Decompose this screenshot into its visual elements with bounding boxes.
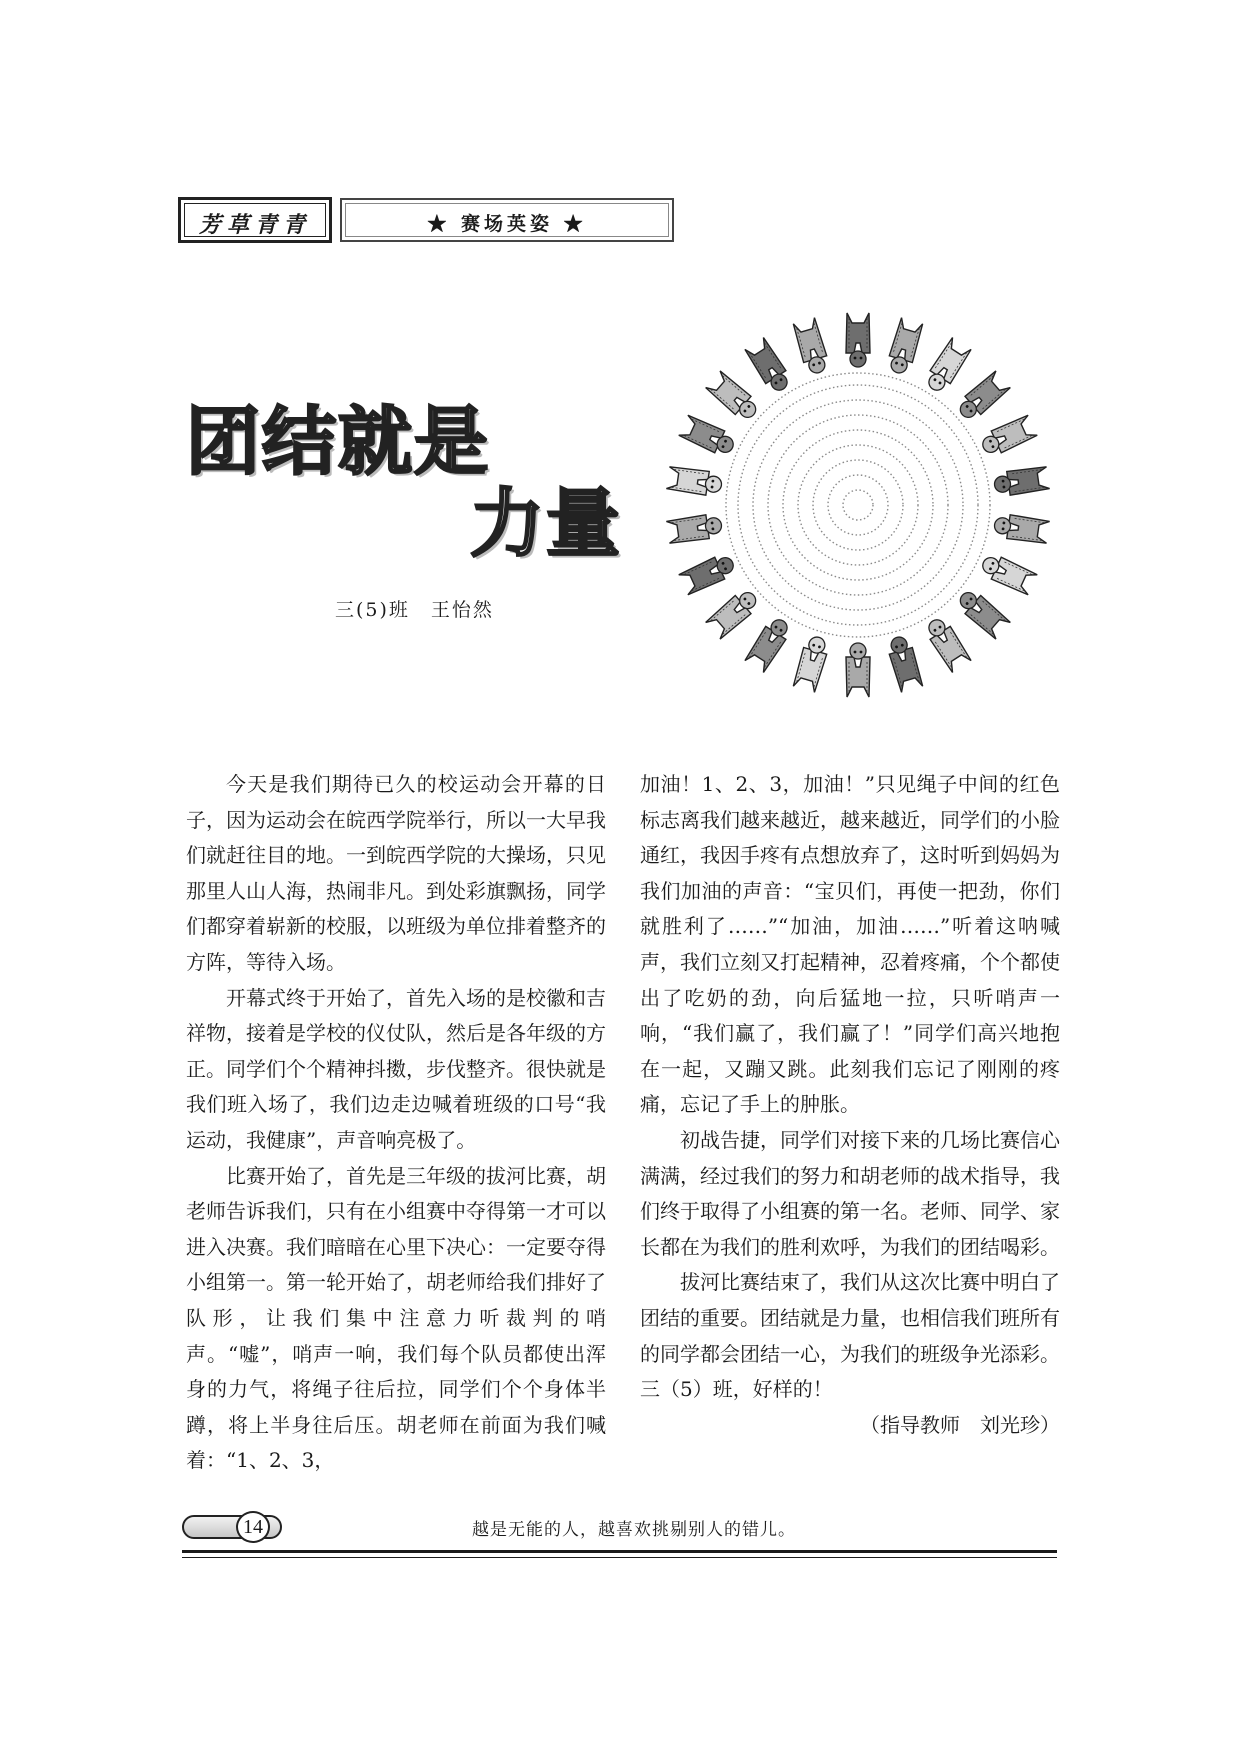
article-title-line-2: 力量 [470,481,622,567]
cartoon-figure [678,551,737,595]
cartoon-figure [792,634,830,693]
paragraph: 开幕式终于开始了，首先入场的是校徽和吉祥物，接着是学校的仪仗队，然后是各年级的方正。同学们个个精神抖擞，步伐整齐。很快就是我们班入场了，我们边走边喊着班级的口号“我运动，我健康”，声音响亮极了。 [186,985,606,1152]
cartoon-figure [923,615,972,673]
footer-rule [182,1550,1057,1553]
paragraph: 拔河比赛结束了，我们从这次比赛中明白了团结的重要。团结就是力量，也相信我们班所有的同学都会团结一心，为我们的班级争光添彩。三（5）班，好样的！ [640,1270,1060,1402]
cartoon-figure [666,466,723,497]
cartoon-figure [923,337,972,395]
article-title-line-1: 团结就是 [186,399,490,485]
cartoon-figure [993,513,1050,544]
page-number: 14 [236,1511,270,1543]
cartoon-figure [846,313,870,367]
left-column [186,767,606,1479]
section-label-box [340,198,674,242]
column-header [178,197,674,243]
cartoon-figure [792,317,830,376]
cartoon-figure [979,551,1038,595]
paragraph: 初战告捷，同学们对接下来的几场比赛信心满满，经过我们的努力和胡老师的战术指导，我们终于取得了小组赛的第一名。老师、同学、家长都在为我们的胜利欢呼，为我们的团结喝彩。 [640,1127,1060,1259]
column-name-box [178,197,332,243]
cartoon-figure [666,513,723,544]
cartoon-figure [705,586,762,640]
column-name: 芳草青青 [198,212,311,238]
right-column [640,767,1060,1443]
section-label: ★ 赛场英姿 ★ [427,213,587,235]
paragraph: 今天是我们期待已久的校运动会开幕的日子，因为运动会在皖西学院举行，所以一大早我们就赶往目的地。一到皖西学院的大操场，只见那里人山人海，热闹非凡。到处彩旗飘扬，同学们都穿着崭新的校服，以班级为单位排着整齐的方阵，等待入场。 [186,772,606,974]
figure-ring [666,313,1050,697]
paragraph: 比赛开始了，首先是三年级的拔河比赛，胡老师告诉我们，只有在小组赛中夺得第一才可以进入决赛。我们暗暗在心里下决心：一定要夺得小组第一。第一轮开始了，胡老师给我们排好了队形，让我们集中注意力听裁判的哨声。“嘘”，哨声一响，我们每个队员都使出浑身的力气，将绳子往后拉，同学们个个身体半蹲，将上半身往后压。胡老师在前面为我们喊着：“1、2、3， [186,1163,606,1473]
paragraph-continuation: 加油！1、2、3，加油！”只见绳子中间的红色标志离我们越来越近，越来越近，同学们的小脸通红，我因手疼有点想放弃了，这时听到妈妈为我们加油的声音：“宝贝们，再使一把劲，你们就胜利了……”“加油，加油……”听着这呐喊声，我们立刻又打起精神，忍着疼痛，个个都使出了吃奶的劲，向后猛地一拉，只听哨声一响，“我们赢了，我们赢了！”同学们高兴地抱在一起，又蹦又跳。此刻我们忘记了刚刚的疼痛，忘记了手上的肿胀。 [640,772,1060,1117]
cartoon-figure [954,586,1011,640]
cartoon-figure [846,643,870,697]
cartoon-figure [954,370,1011,424]
cartoon-figure [705,370,762,424]
cartoon-figure [885,634,923,693]
footer-motto: 越是无能的人，越喜欢挑剔别人的错儿。 [472,1520,796,1540]
teacher-signature: （指导教师 刘光珍） [860,1412,1060,1437]
cartoon-figure [678,414,737,458]
cartoon-figure [744,615,793,673]
author-byline: 三(5)班 王怡然 [335,599,494,621]
concentric-dotted-circles [726,373,990,637]
footer-rule-thin [182,1557,1057,1558]
cartoon-figure [993,466,1050,497]
cartoon-figure [979,414,1038,458]
ring-of-figures-illustration [663,310,1053,700]
cartoon-figure [744,337,793,395]
cartoon-figure [885,317,923,376]
